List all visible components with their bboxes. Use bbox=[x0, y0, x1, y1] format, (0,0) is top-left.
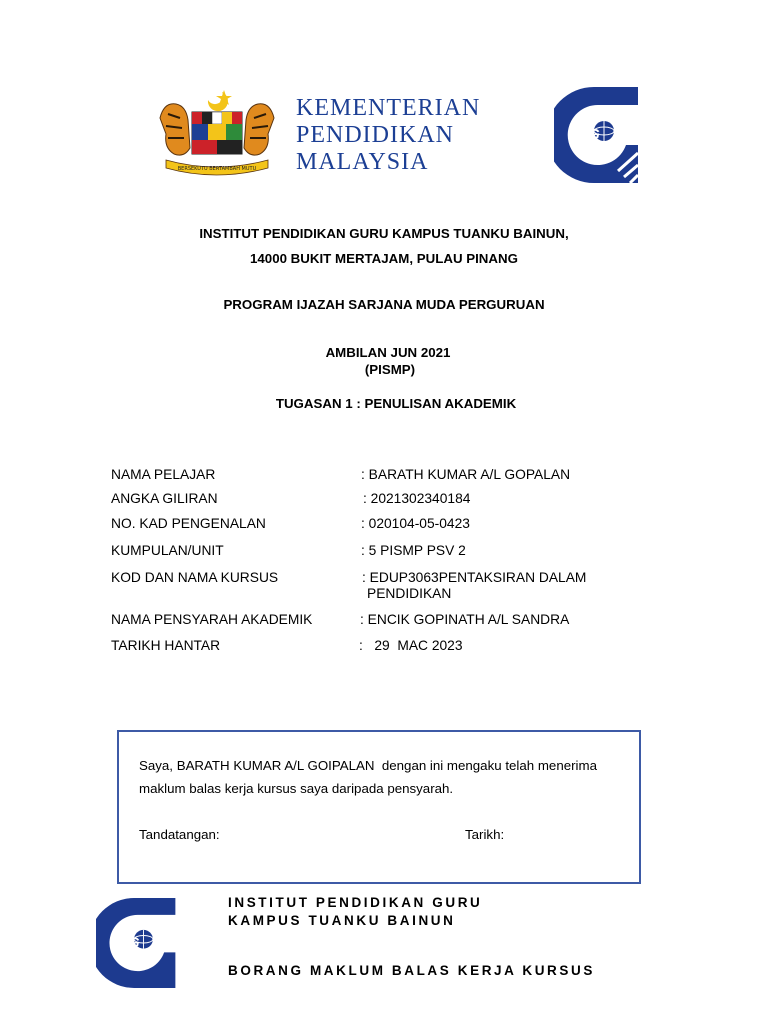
svg-text:iPG: iPG bbox=[574, 126, 600, 143]
index-number-label: ANGKA GILIRAN bbox=[111, 491, 218, 506]
student-name-label: NAMA PELAJAR bbox=[111, 467, 216, 482]
acknowledgement-box bbox=[117, 730, 641, 884]
feedback-form-title: BORANG MAKLUM BALAS KERJA KURSUS bbox=[228, 963, 595, 978]
footer-institute-line-2: KAMPUS TUANKU BAINUN bbox=[228, 913, 456, 928]
course-value: : EDUP3063PENTAKSIRAN DALAM bbox=[362, 570, 587, 585]
acknowledgement-line-2: maklum balas kerja kursus saya daripada pensyarah. bbox=[139, 781, 454, 796]
acknowledgement-date-label: Tarikh: bbox=[465, 827, 505, 842]
ministry-line-2: PENDIDIKAN bbox=[296, 122, 454, 148]
footer-institute-line-1: INSTITUT PENDIDIKAN GURU bbox=[228, 895, 483, 910]
ministry-wordmark bbox=[296, 95, 480, 176]
student-name-value: : BARATH KUMAR A/L GOPALAN bbox=[361, 467, 571, 482]
ic-number-label: NO. KAD PENGENALAN bbox=[111, 516, 266, 531]
intake-title: AMBILAN JUN 2021 bbox=[325, 345, 451, 360]
assignment-title: TUGASAN 1 : PENULISAN AKADEMIK bbox=[275, 396, 517, 411]
ministry-line-3: MALAYSIA bbox=[296, 149, 429, 175]
group-value: : 5 PISMP PSV 2 bbox=[361, 543, 466, 558]
lecturer-label: NAMA PENSYARAH AKADEMIK bbox=[111, 612, 313, 627]
group-label: KUMPULAN/UNIT bbox=[111, 543, 224, 558]
svg-text:BERSEKUTU BERTAMBAH MUTU: BERSEKUTU BERTAMBAH MUTU bbox=[177, 166, 257, 172]
malaysia-coat-of-arms bbox=[156, 88, 278, 180]
course-label: KOD DAN NAMA KURSUS bbox=[111, 570, 279, 585]
submission-date-label: TARIKH HANTAR bbox=[111, 638, 221, 653]
course-value-continued: PENDIDIKAN bbox=[367, 586, 452, 601]
ipg-logo bbox=[554, 87, 638, 183]
ic-number-value: : 020104-05-0423 bbox=[361, 516, 470, 531]
submission-date-value: : 29 MAC 2023 bbox=[359, 638, 463, 653]
lecturer-value: : ENCIK GOPINATH A/L SANDRA bbox=[360, 612, 570, 627]
index-number-value: : 2021302340184 bbox=[363, 491, 471, 506]
svg-text:iPG: iPG bbox=[115, 933, 140, 950]
intake-code: (PISMP) bbox=[364, 362, 416, 377]
ministry-line-1: KEMENTERIAN bbox=[296, 95, 481, 121]
program-title: PROGRAM IJAZAH SARJANA MUDA PERGURUAN bbox=[223, 297, 545, 312]
signature-label: Tandatangan: bbox=[139, 827, 220, 842]
acknowledgement-line-1: Saya, BARATH KUMAR A/L GOIPALAN dengan ini mengaku telah menerima bbox=[139, 758, 597, 773]
footer-ipg-logo bbox=[96, 898, 176, 988]
institute-address: 14000 BUKIT MERTAJAM, PULAU PINANG bbox=[250, 251, 518, 266]
institute-name: INSTITUT PENDIDIKAN GURU KAMPUS TUANKU BAINUN, bbox=[199, 226, 569, 241]
